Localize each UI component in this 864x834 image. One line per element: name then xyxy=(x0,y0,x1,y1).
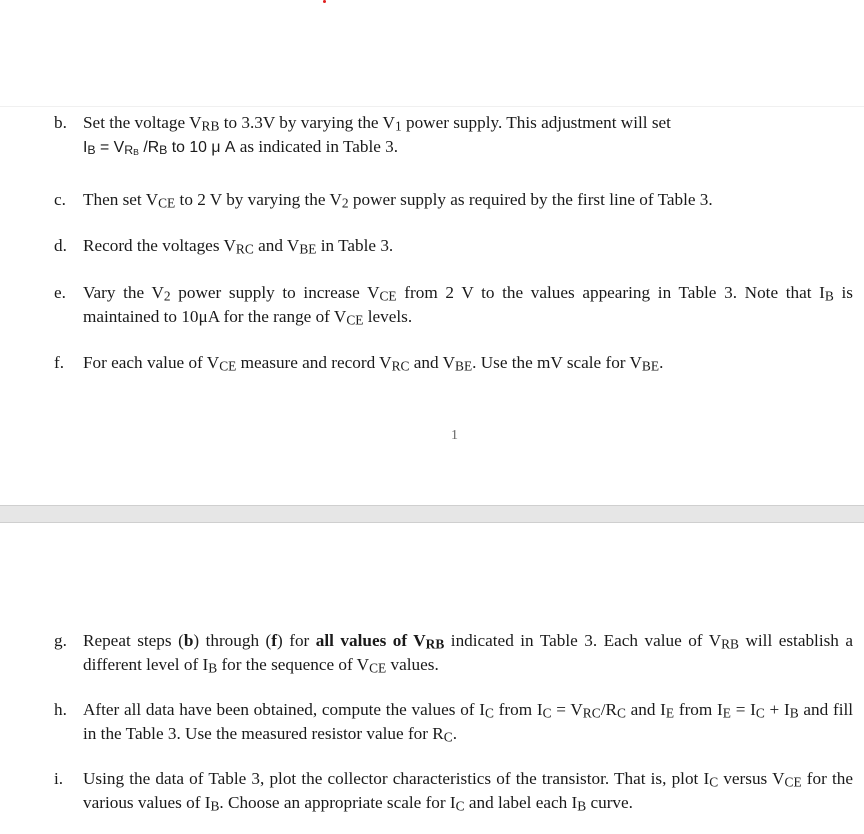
step-body: Repeat steps (b) through (f) for all values of VRB indicated in Table 3. Each value of VRB will establish a different level of IB for the sequence of VCE values. xyxy=(83,631,853,675)
step-h xyxy=(54,698,853,745)
formula-ib: IB = VRB /RB to 10 μ A xyxy=(83,138,236,157)
step-d xyxy=(54,234,853,258)
step-letter: b. xyxy=(54,113,67,132)
step-letter: c. xyxy=(54,190,66,209)
step-body: Vary the V2 power supply to increase VCE from 2 V to the values appearing in Table 3. Note that IB is maintained to 10μA for the range of VCE levels. xyxy=(83,283,853,327)
page-top-margin xyxy=(0,0,864,107)
step-letter: i. xyxy=(54,769,64,788)
step-body: Using the data of Table 3, plot the collector characteristics of the transistor. That is, plot IC versus VCE for the various values of IB. Choose an appropriate scale for IC and label each IB curve. xyxy=(83,769,853,813)
step-letter: d. xyxy=(54,236,67,255)
step-letter: g. xyxy=(54,631,67,650)
step-letter: h. xyxy=(54,700,67,719)
cursor-marker xyxy=(323,0,326,3)
step-body: Set the voltage VRB to 3.3V by varying the V1 power supply. This adjustment will set IB = VRB /RB to 10 μ A as indicated in Table 3. xyxy=(83,113,671,157)
page-break xyxy=(0,505,864,523)
step-e xyxy=(54,281,853,328)
step-body: Then set VCE to 2 V by varying the V2 power supply as required by the first line of Table 3. xyxy=(83,190,713,211)
step-i xyxy=(54,767,853,814)
step-letter: e. xyxy=(54,283,66,302)
step-f xyxy=(54,351,853,375)
step-body: Record the voltages VRC and VBE in Table 3. xyxy=(83,236,394,257)
step-b xyxy=(54,111,853,159)
step-body: After all data have been obtained, compute the values of IC from IC = VRC/RC and IE from IE = IC + IB and fill in the Table 3. Use the measured resistor value for RC. xyxy=(83,700,854,744)
step-body: For each value of VCE measure and record VRC and VBE. Use the mV scale for VBE. xyxy=(83,353,664,374)
page-number: 1 xyxy=(451,428,458,443)
step-c xyxy=(54,188,853,212)
step-g xyxy=(54,629,853,676)
step-letter: f. xyxy=(54,353,65,372)
